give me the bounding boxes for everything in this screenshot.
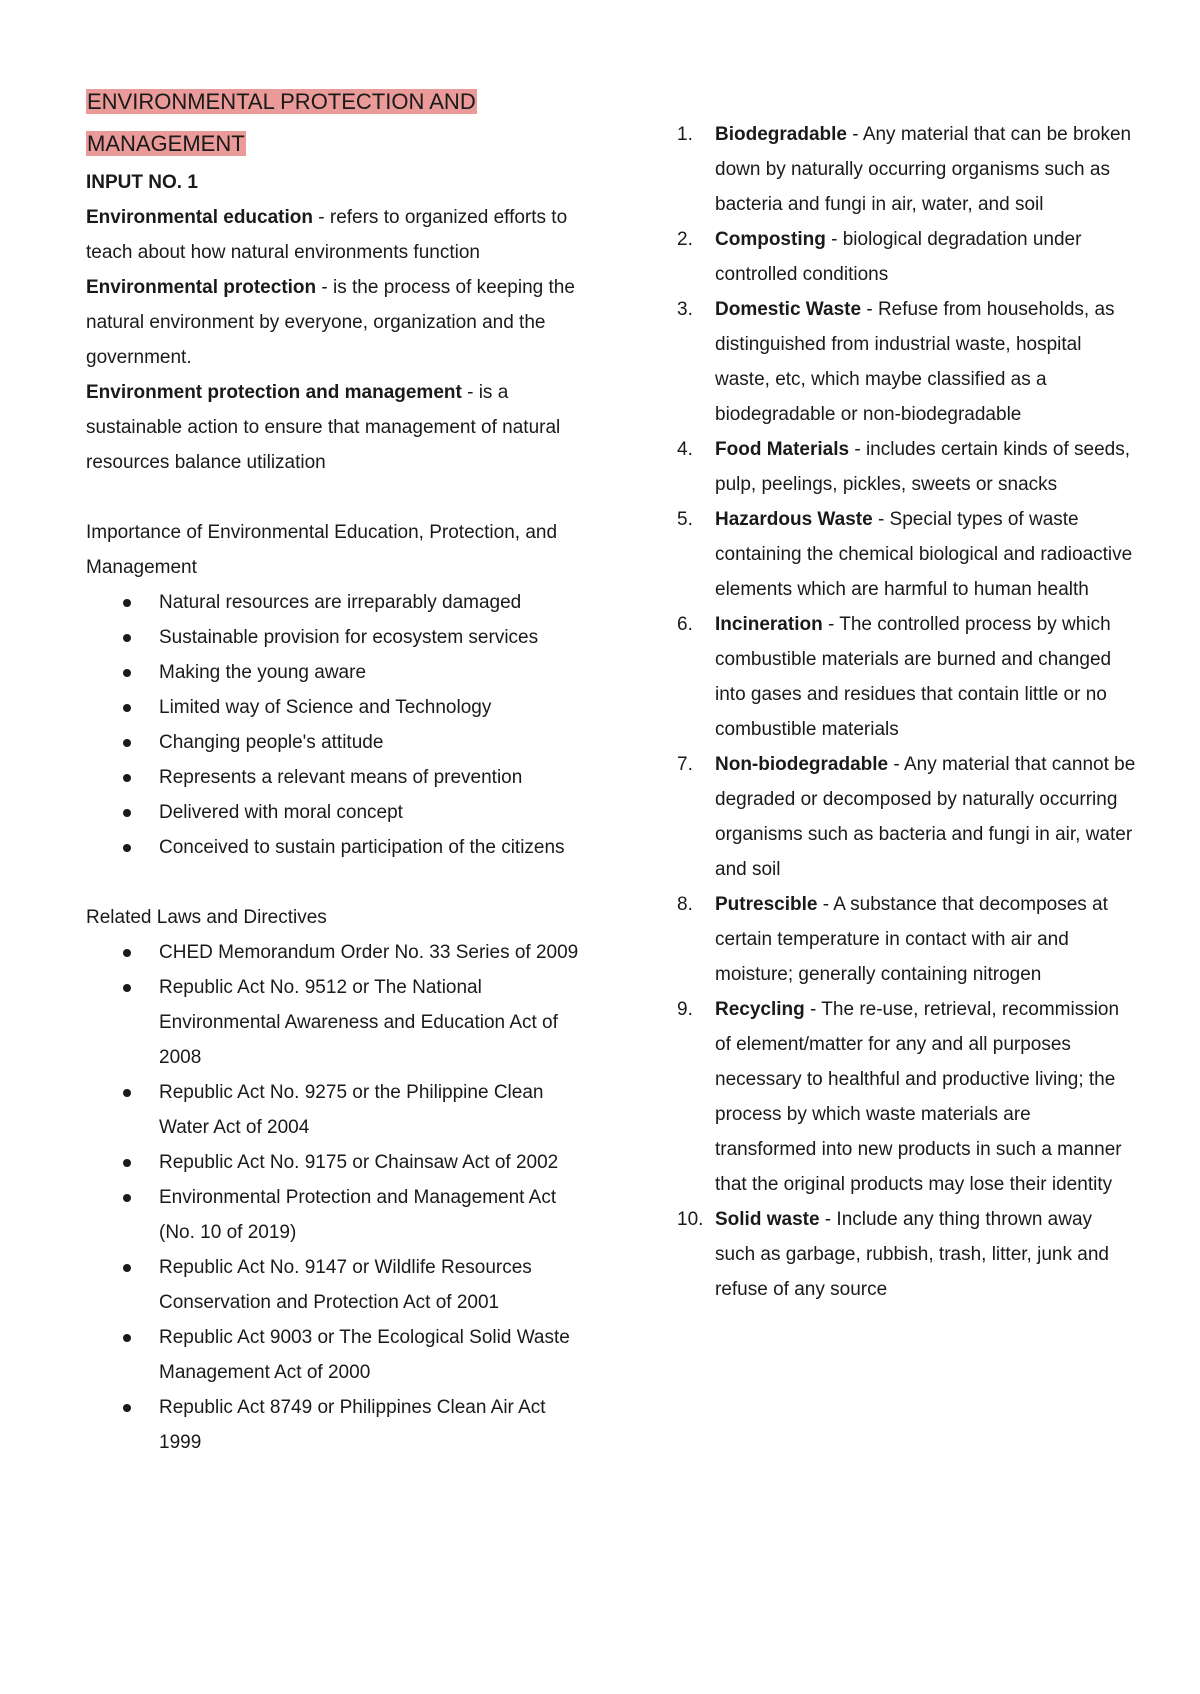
glossary-text: - biological degradation under controlled conditions (715, 229, 1082, 285)
list-item (159, 620, 586, 655)
list-item (159, 795, 586, 830)
list-item-text: CHED Memorandum Order No. 33 Series of 2009 (159, 942, 579, 963)
spacer (86, 480, 586, 515)
glossary-text: - The re-use, retrieval, recommission of element/matter for any and all purposes necessary to healthful and productive living; the process by which waste materials are transformed into new products in such a manner that the original products may lose their identity (715, 999, 1122, 1195)
glossary-text: - Any material that can be broken down by naturally occurring organisms such as bacteria and fungi in air, water, and soil (715, 124, 1132, 215)
glossary-text: - A substance that decomposes at certain temperature in contact with air and moisture; generally containing nitrogen (715, 894, 1108, 985)
bullet-icon (123, 774, 131, 782)
list-item-text: Republic Act 9003 or The Ecological Solid Waste Management Act of 2000 (159, 1327, 570, 1383)
title-line-2: MANAGEMENT (87, 131, 245, 156)
list-item (159, 970, 586, 1075)
list-item (159, 1180, 586, 1250)
glossary-text: - The controlled process by which combustible materials are burned and changed into gases and residues that contain little or no combustible materials (715, 614, 1112, 740)
glossary-item (677, 1202, 1137, 1307)
bullet-icon (123, 669, 131, 677)
glossary-item (677, 607, 1137, 747)
list-item-text: Delivered with moral concept (159, 802, 403, 823)
bullet-icon (123, 739, 131, 747)
bullet-icon (123, 809, 131, 817)
list-item (159, 655, 586, 690)
bullet-icon (123, 844, 131, 852)
glossary-term: Hazardous Waste (715, 509, 873, 530)
bullet-icon (123, 1159, 131, 1167)
glossary-item (677, 117, 1137, 222)
list-item-text: Republic Act No. 9175 or Chainsaw Act of 2002 (159, 1152, 559, 1173)
laws-list (86, 935, 586, 1460)
list-item (159, 1390, 586, 1460)
list-item (159, 1145, 586, 1180)
glossary-term: Domestic Waste (715, 299, 862, 320)
glossary-term: Solid waste (715, 1209, 820, 1230)
list-item (159, 1250, 586, 1320)
glossary-term: Biodegradable (715, 124, 847, 145)
item-number: 4. (677, 439, 693, 460)
definition-text: - refers to organized efforts to teach about how natural environments function (86, 207, 568, 263)
item-number: 1. (677, 124, 693, 145)
glossary-term: Putrescible (715, 894, 818, 915)
glossary-item (677, 432, 1137, 502)
bullet-icon (123, 634, 131, 642)
definition-paragraph (86, 375, 586, 480)
bullet-icon (123, 949, 131, 957)
glossary-text: - Any material that cannot be degraded or decomposed by naturally occurring organisms such as bacteria and fungi in air, water and soil (715, 754, 1136, 880)
definition-term: Environment protection and management (86, 382, 462, 403)
list-item-text: Republic Act No. 9275 or the Philippine Clean Water Act of 2004 (159, 1082, 544, 1138)
list-item (159, 725, 586, 760)
list-item (159, 690, 586, 725)
laws-heading: Related Laws and Directives (86, 907, 327, 928)
left-column (86, 81, 586, 1460)
list-item-text: Conceived to sustain participation of the citizens (159, 837, 565, 858)
glossary-item (677, 502, 1137, 607)
definition-term: Environmental education (86, 207, 313, 228)
list-item-text: Changing people's attitude (159, 732, 384, 753)
glossary-item (677, 887, 1137, 992)
glossary-text: - Refuse from households, as distinguished from industrial waste, hospital waste, etc, which maybe classified as a biodegradable or non-biodegradable (715, 299, 1115, 425)
input-label: INPUT NO. 1 (86, 172, 198, 193)
definition-paragraph (86, 270, 586, 375)
glossary-item (677, 292, 1137, 432)
item-number: 8. (677, 894, 693, 915)
list-item-text: Represents a relevant means of prevention (159, 767, 523, 788)
glossary-term: Non-biodegradable (715, 754, 889, 775)
glossary-term: Composting (715, 229, 826, 250)
bullet-icon (123, 1194, 131, 1202)
right-column (677, 117, 1137, 1307)
bullet-icon (123, 1089, 131, 1097)
list-item (159, 935, 586, 970)
glossary-term: Food Materials (715, 439, 850, 460)
glossary-list (677, 117, 1137, 1307)
bullet-icon (123, 1334, 131, 1342)
definition-text: - is a sustainable action to ensure that management of natural resources balance utilization (86, 382, 561, 473)
importance-list (86, 585, 586, 865)
item-number: 3. (677, 299, 693, 320)
item-number: 7. (677, 754, 693, 775)
list-item (159, 1320, 586, 1390)
list-item-text: Natural resources are irreparably damaged (159, 592, 522, 613)
item-number: 5. (677, 509, 693, 530)
list-item-text: Republic Act 8749 or Philippines Clean Air Act 1999 (159, 1397, 546, 1453)
glossary-term: Recycling (715, 999, 805, 1020)
list-item (159, 585, 586, 620)
bullet-icon (123, 1404, 131, 1412)
glossary-text: - Special types of waste containing the chemical biological and radioactive elements which are harmful to human health (715, 509, 1133, 600)
definition-text: - is the process of keeping the natural environment by everyone, organization and the government. (86, 277, 575, 368)
glossary-item (677, 222, 1137, 292)
list-item-text: Republic Act No. 9512 or The National Environmental Awareness and Education Act of 2008 (159, 977, 558, 1068)
bullet-icon (123, 599, 131, 607)
glossary-text: - includes certain kinds of seeds, pulp, peelings, pickles, sweets or snacks (715, 439, 1130, 495)
list-item (159, 830, 586, 865)
item-number: 9. (677, 999, 693, 1020)
list-item-text: Sustainable provision for ecosystem services (159, 627, 539, 648)
list-item (159, 760, 586, 795)
title-line-1: ENVIRONMENTAL PROTECTION AND (87, 89, 476, 114)
list-item-text: Making the young aware (159, 662, 367, 683)
glossary-item (677, 747, 1137, 887)
item-number: 10. (677, 1209, 704, 1230)
spacer (86, 865, 586, 900)
list-item (159, 1075, 586, 1145)
list-item-text: Republic Act No. 9147 or Wildlife Resources Conservation and Protection Act of 2001 (159, 1257, 532, 1313)
importance-heading: Importance of Environmental Education, Protection, and Management (86, 522, 558, 578)
definition-paragraph (86, 200, 586, 270)
glossary-item (677, 992, 1137, 1202)
item-number: 6. (677, 614, 693, 635)
list-item-text: Limited way of Science and Technology (159, 697, 492, 718)
list-item-text: Environmental Protection and Management Act (No. 10 of 2019) (159, 1187, 557, 1243)
bullet-icon (123, 704, 131, 712)
document-title (86, 81, 586, 165)
glossary-term: Incineration (715, 614, 823, 635)
glossary-text: - Include any thing thrown away such as garbage, rubbish, trash, litter, junk and refuse of any source (715, 1209, 1109, 1300)
definition-term: Environmental protection (86, 277, 317, 298)
bullet-icon (123, 1264, 131, 1272)
item-number: 2. (677, 229, 693, 250)
bullet-icon (123, 984, 131, 992)
